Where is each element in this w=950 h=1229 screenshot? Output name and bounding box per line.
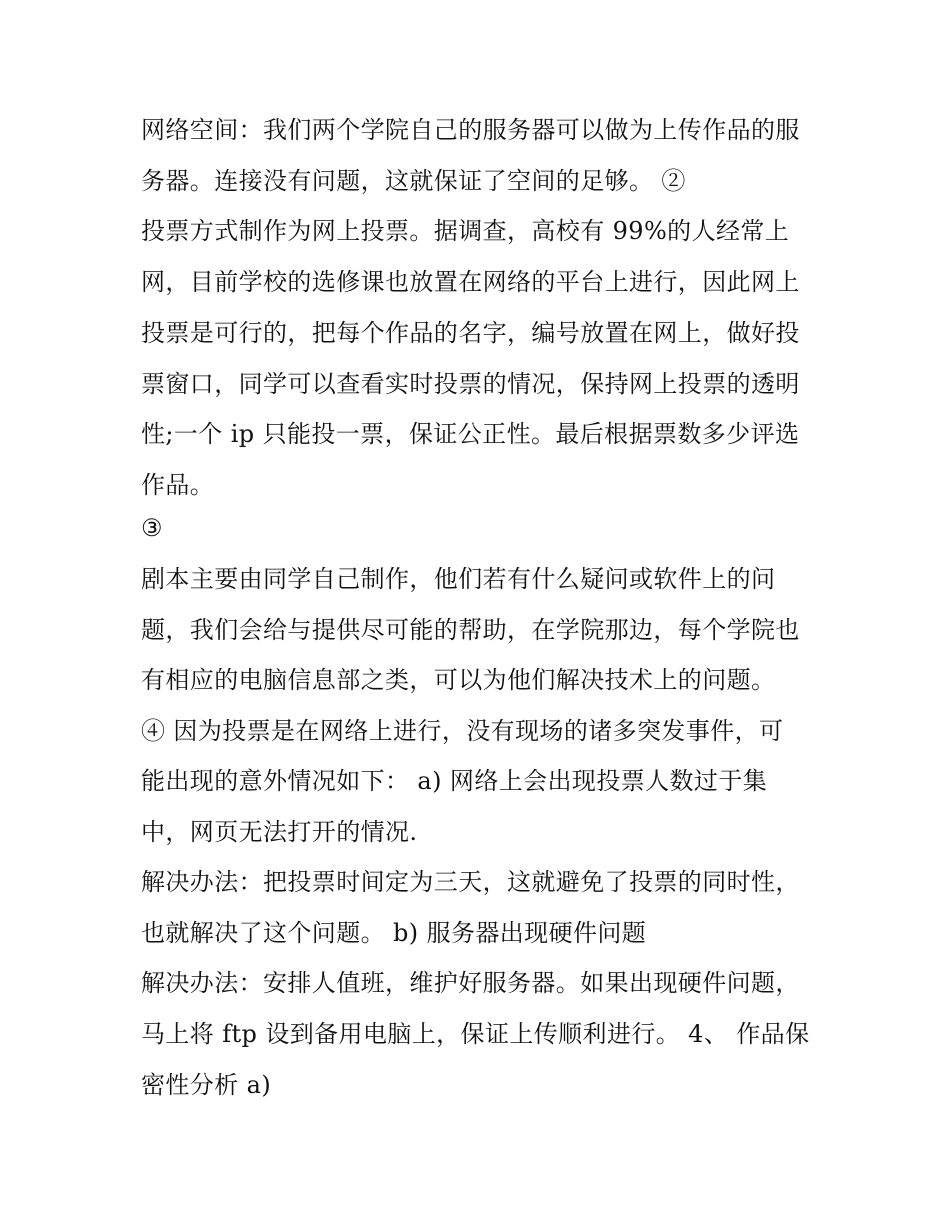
text-line: 解决办法：安排人值班，维护好服务器。如果出现硬件问题， [141,969,800,997]
text-line: 务器。连接没有问题，这就保证了空间的足够。 ② [141,167,686,195]
text-line: 投票方式制作为网上投票。据调查，高校有 99%的人经常上 [141,217,790,245]
text-line: 投票是可行的，把每个作品的名字，编号放置在网上，做好投 [141,319,800,347]
text-line: 作品。 [141,471,215,499]
text-line: 解决办法：把投票时间定为三天，这就避免了投票的同时性， [141,868,800,896]
text-line: 性;一个 ip 只能投一票，保证公正性。最后根据票数多少评选 [141,420,800,448]
text-line: 马上将 ftp 设到备用电脑上，保证上传顺利进行。 4、 作品保 [141,1020,810,1048]
text-line: 剧本主要由同学自己制作，他们若有什么疑问或软件上的问 [141,565,776,593]
text-line: ③ [141,514,163,542]
text-line: 网，目前学校的选修课也放置在网络的平台上进行，因此网上 [141,268,800,296]
text-line: ④ 因为投票是在网络上进行，没有现场的诸多突发事件，可 [141,717,784,745]
text-line: 能出现的意外情况如下： a) 网络上会出现投票人数过于集 [141,767,768,795]
text-line: 票窗口，同学可以查看实时投票的情况，保持网上投票的透明 [141,370,800,398]
text-line: 也就解决了这个问题。 b) 服务器出现硬件问题 [141,919,647,947]
text-line: 中，网页无法打开的情况. [141,818,418,846]
text-line: 题，我们会给与提供尽可能的帮助，在学院那边，每个学院也 [141,616,800,644]
text-line: 网络空间：我们两个学院自己的服务器可以做为上传作品的服 [141,116,800,144]
text-line: 有相应的电脑信息部之类，可以为他们解决技术上的问题。 [141,666,776,694]
text-line: 密性分析 a) [141,1071,272,1099]
